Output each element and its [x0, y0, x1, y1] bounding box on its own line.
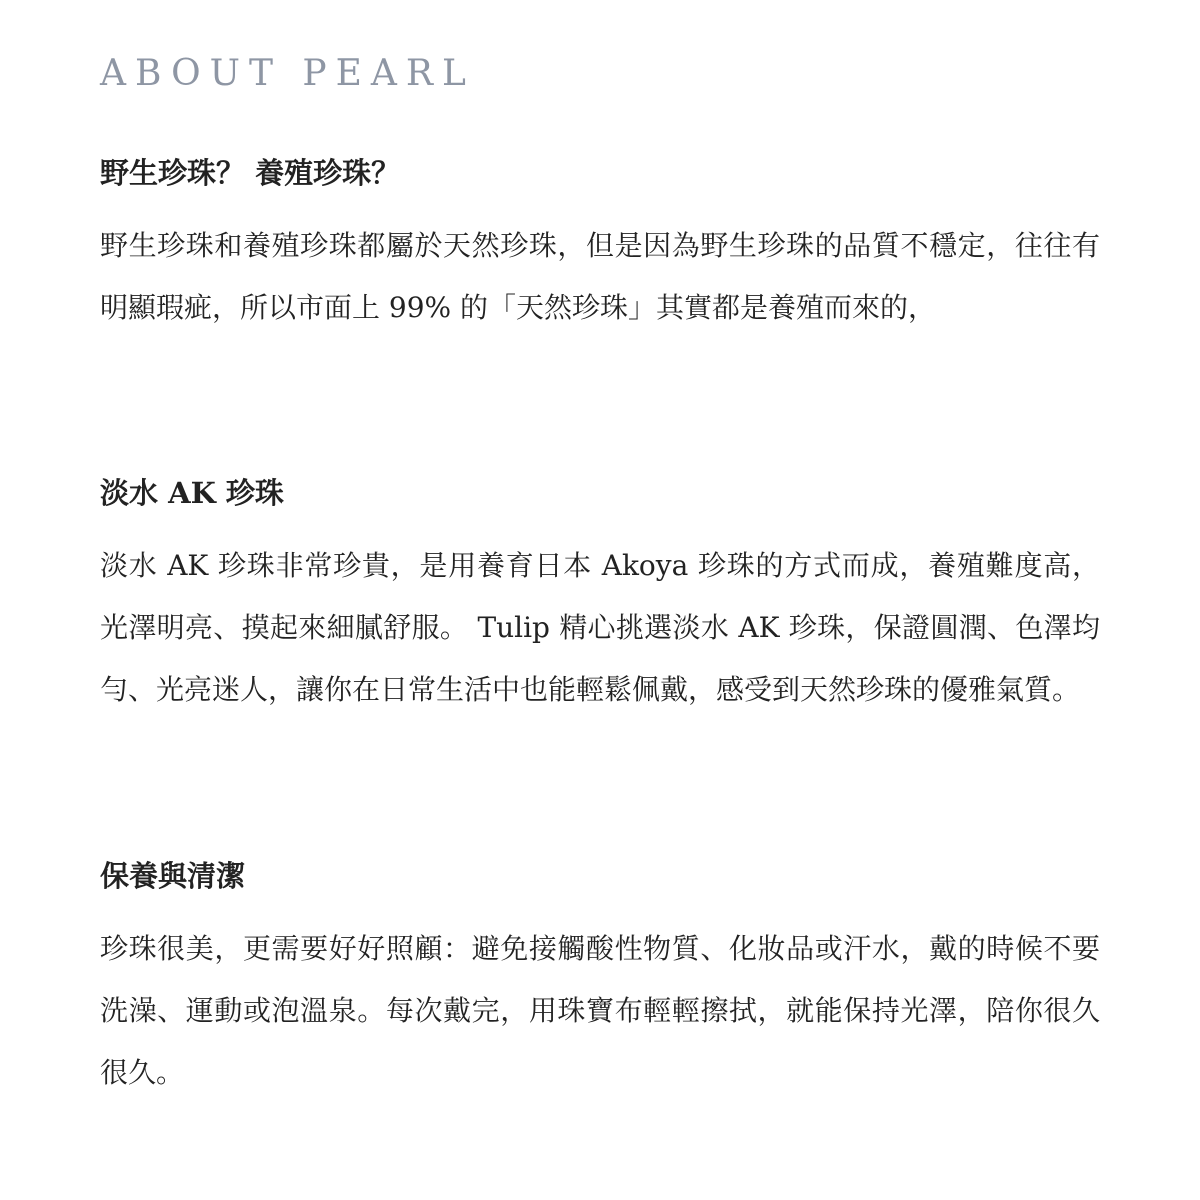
page-title: ABOUT PEARL	[100, 53, 475, 94]
section-body: 珍珠很美，更需要好好照顧：避免接觸酸性物質、化妝品或汗水，戴的時候不要洗澡、運動或泡溫泉。每次戴完，用珠寶布輕輕擦拭，就能保持光澤，陪你很久很久。	[100, 932, 1100, 1089]
section-freshwater-ak	[100, 473, 1100, 721]
section-title: 淡水 AK 珍珠	[100, 476, 284, 510]
section-body: 淡水 AK 珍珠非常珍貴，是用養育日本 Akoya 珍珠的方式而成，養殖難度高，光澤明亮、摸起來細膩舒服。 Tulip 精心挑選淡水 AK 珍珠，保證圓潤、色澤均勻、光亮迷人，讓你在日常生活中也能輕鬆佩戴，感受到天然珍珠的優雅氣質。	[100, 549, 1100, 706]
section-care-cleaning	[100, 856, 1100, 1104]
section-body: 野生珍珠和養殖珍珠都屬於天然珍珠，但是因為野生珍珠的品質不穩定，往往有明顯瑕疵，所以市面上 99% 的「天然珍珠」其實都是養殖而來的，	[100, 229, 1100, 324]
section-title: 保養與清潔	[100, 859, 246, 893]
section-wild-vs-cultured	[100, 153, 1100, 339]
section-title: 野生珍珠？ 養殖珍珠？	[100, 156, 401, 190]
